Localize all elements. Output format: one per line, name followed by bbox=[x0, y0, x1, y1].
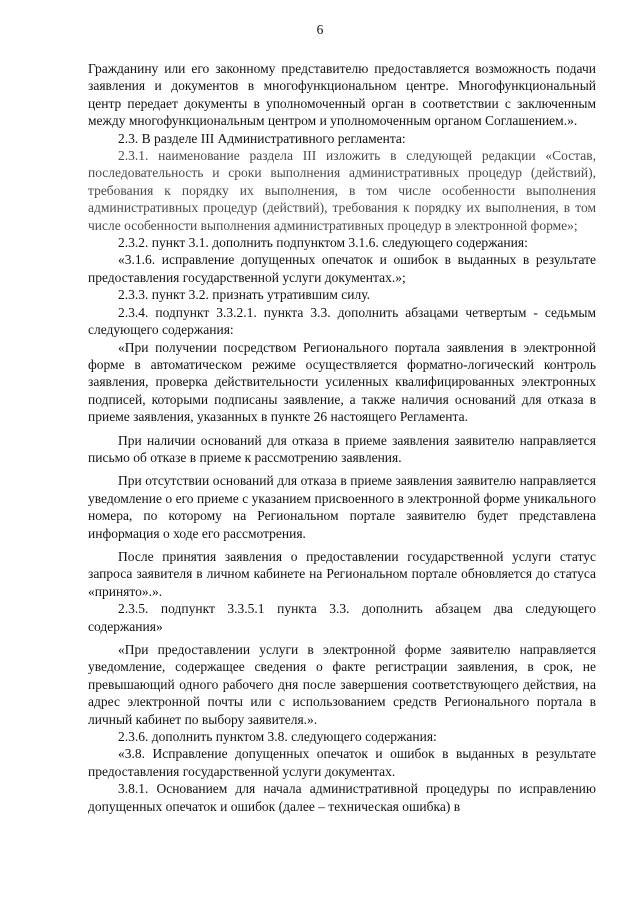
page-number: 6 bbox=[316, 22, 324, 37]
paragraph-2-3: 2.3. В разделе III Административного регламента: bbox=[118, 130, 406, 146]
paragraph-2-3-5: 2.3.5. подпункт 3.3.5.1 пункта 3.3. дополнить абзацем два следующего содержания» bbox=[88, 601, 596, 634]
paragraph-portal-receipt: «При получении посредством Регионального портала заявления в электронной форме в автоматическом режиме осуществляется форматно-логический контроль заявления, проверка действительности усиленных квалифицированных электронных подписей, которыми подписаны заявление, а также наличия оснований для отказа в приеме заявления, указанных в пункте 26 настоящего Регламента. bbox=[88, 339, 596, 425]
paragraph-2-3-6: 2.3.6. дополнить пунктом 3.8. следующего содержания: bbox=[118, 729, 437, 745]
document-body bbox=[88, 60, 596, 815]
paragraph-2-3-1: 2.3.1. наименование раздела III изложить в следующей редакции «Состав, последовательность и сроки выполнения административных процедур (действий), требования к порядку их выполнения, в том числе особенности выполнения административных процедур (действий), требования к порядку их выполнения, в том числе особенности выполнения административных процедур в электронной форме»; bbox=[88, 148, 596, 233]
paragraph-notification: «При предоставлении услуги в электронной форме заявителю направляется уведомление, содержащее сведения о факте регистрации заявления, в срок, не превышающий одного рабочего дня после завершения соответствующего действия, на адрес электронной почты или с использованием средств Регионального портала в личный кабинет по выбору заявителя.». bbox=[88, 642, 596, 727]
paragraph-2-3-3: 2.3.3. пункт 3.2. признать утратившим силу. bbox=[118, 287, 371, 303]
paragraph-3-1-6: «3.1.6. исправление допущенных опечаток и ошибок в выданных в результате предоставления государственной услуги документах.»; bbox=[88, 252, 596, 285]
paragraph-2-3-2: 2.3.2. пункт 3.1. дополнить подпунктом 3.1.6. следующего содержания: bbox=[118, 235, 528, 251]
paragraph-2-3-4: 2.3.4. подпункт 3.3.2.1. пункта 3.3. дополнить абзацами четвертым - седьмым следующего содержания: bbox=[88, 304, 596, 338]
paragraph-no-refusal-grounds: При отсутствии оснований для отказа в приеме заявления заявителю направляется уведомление о его приеме с указанием присвоенного в электронной форме уникального номера, по которому на Региональном портале заявителю будет представлена информация о ходе его рассмотрения. bbox=[88, 473, 596, 541]
paragraph-refusal-grounds: При наличии оснований для отказа в приеме заявления заявителю направляется письмо об отказе в приеме к рассмотрению заявления. bbox=[88, 432, 596, 465]
paragraph-3-8-1: 3.8.1. Основанием для начала административной процедуры по исправлению допущенных опечаток и ошибок (далее – техническая ошибка) в bbox=[88, 781, 596, 814]
paragraph-status-update: После принятия заявления о предоставлении государственной услуги статус запроса заявителя в личном кабинете на Региональном портале обновляется до статуса «принято».». bbox=[88, 548, 596, 599]
paragraph-continuation: Гражданину или его законному представителю предоставляется возможность подачи заявления и документов в многофункциональном центре. Многофункциональный центр передает документы в уполномоченный орган в соответствии с заключенным между многофункциональным центром и уполномоченным органом Соглашением.». bbox=[88, 61, 596, 129]
paragraph-3-8: «3.8. Исправление допущенных опечаток и ошибок в выданных в результате предоставления государственной услуги документах. bbox=[88, 746, 596, 779]
